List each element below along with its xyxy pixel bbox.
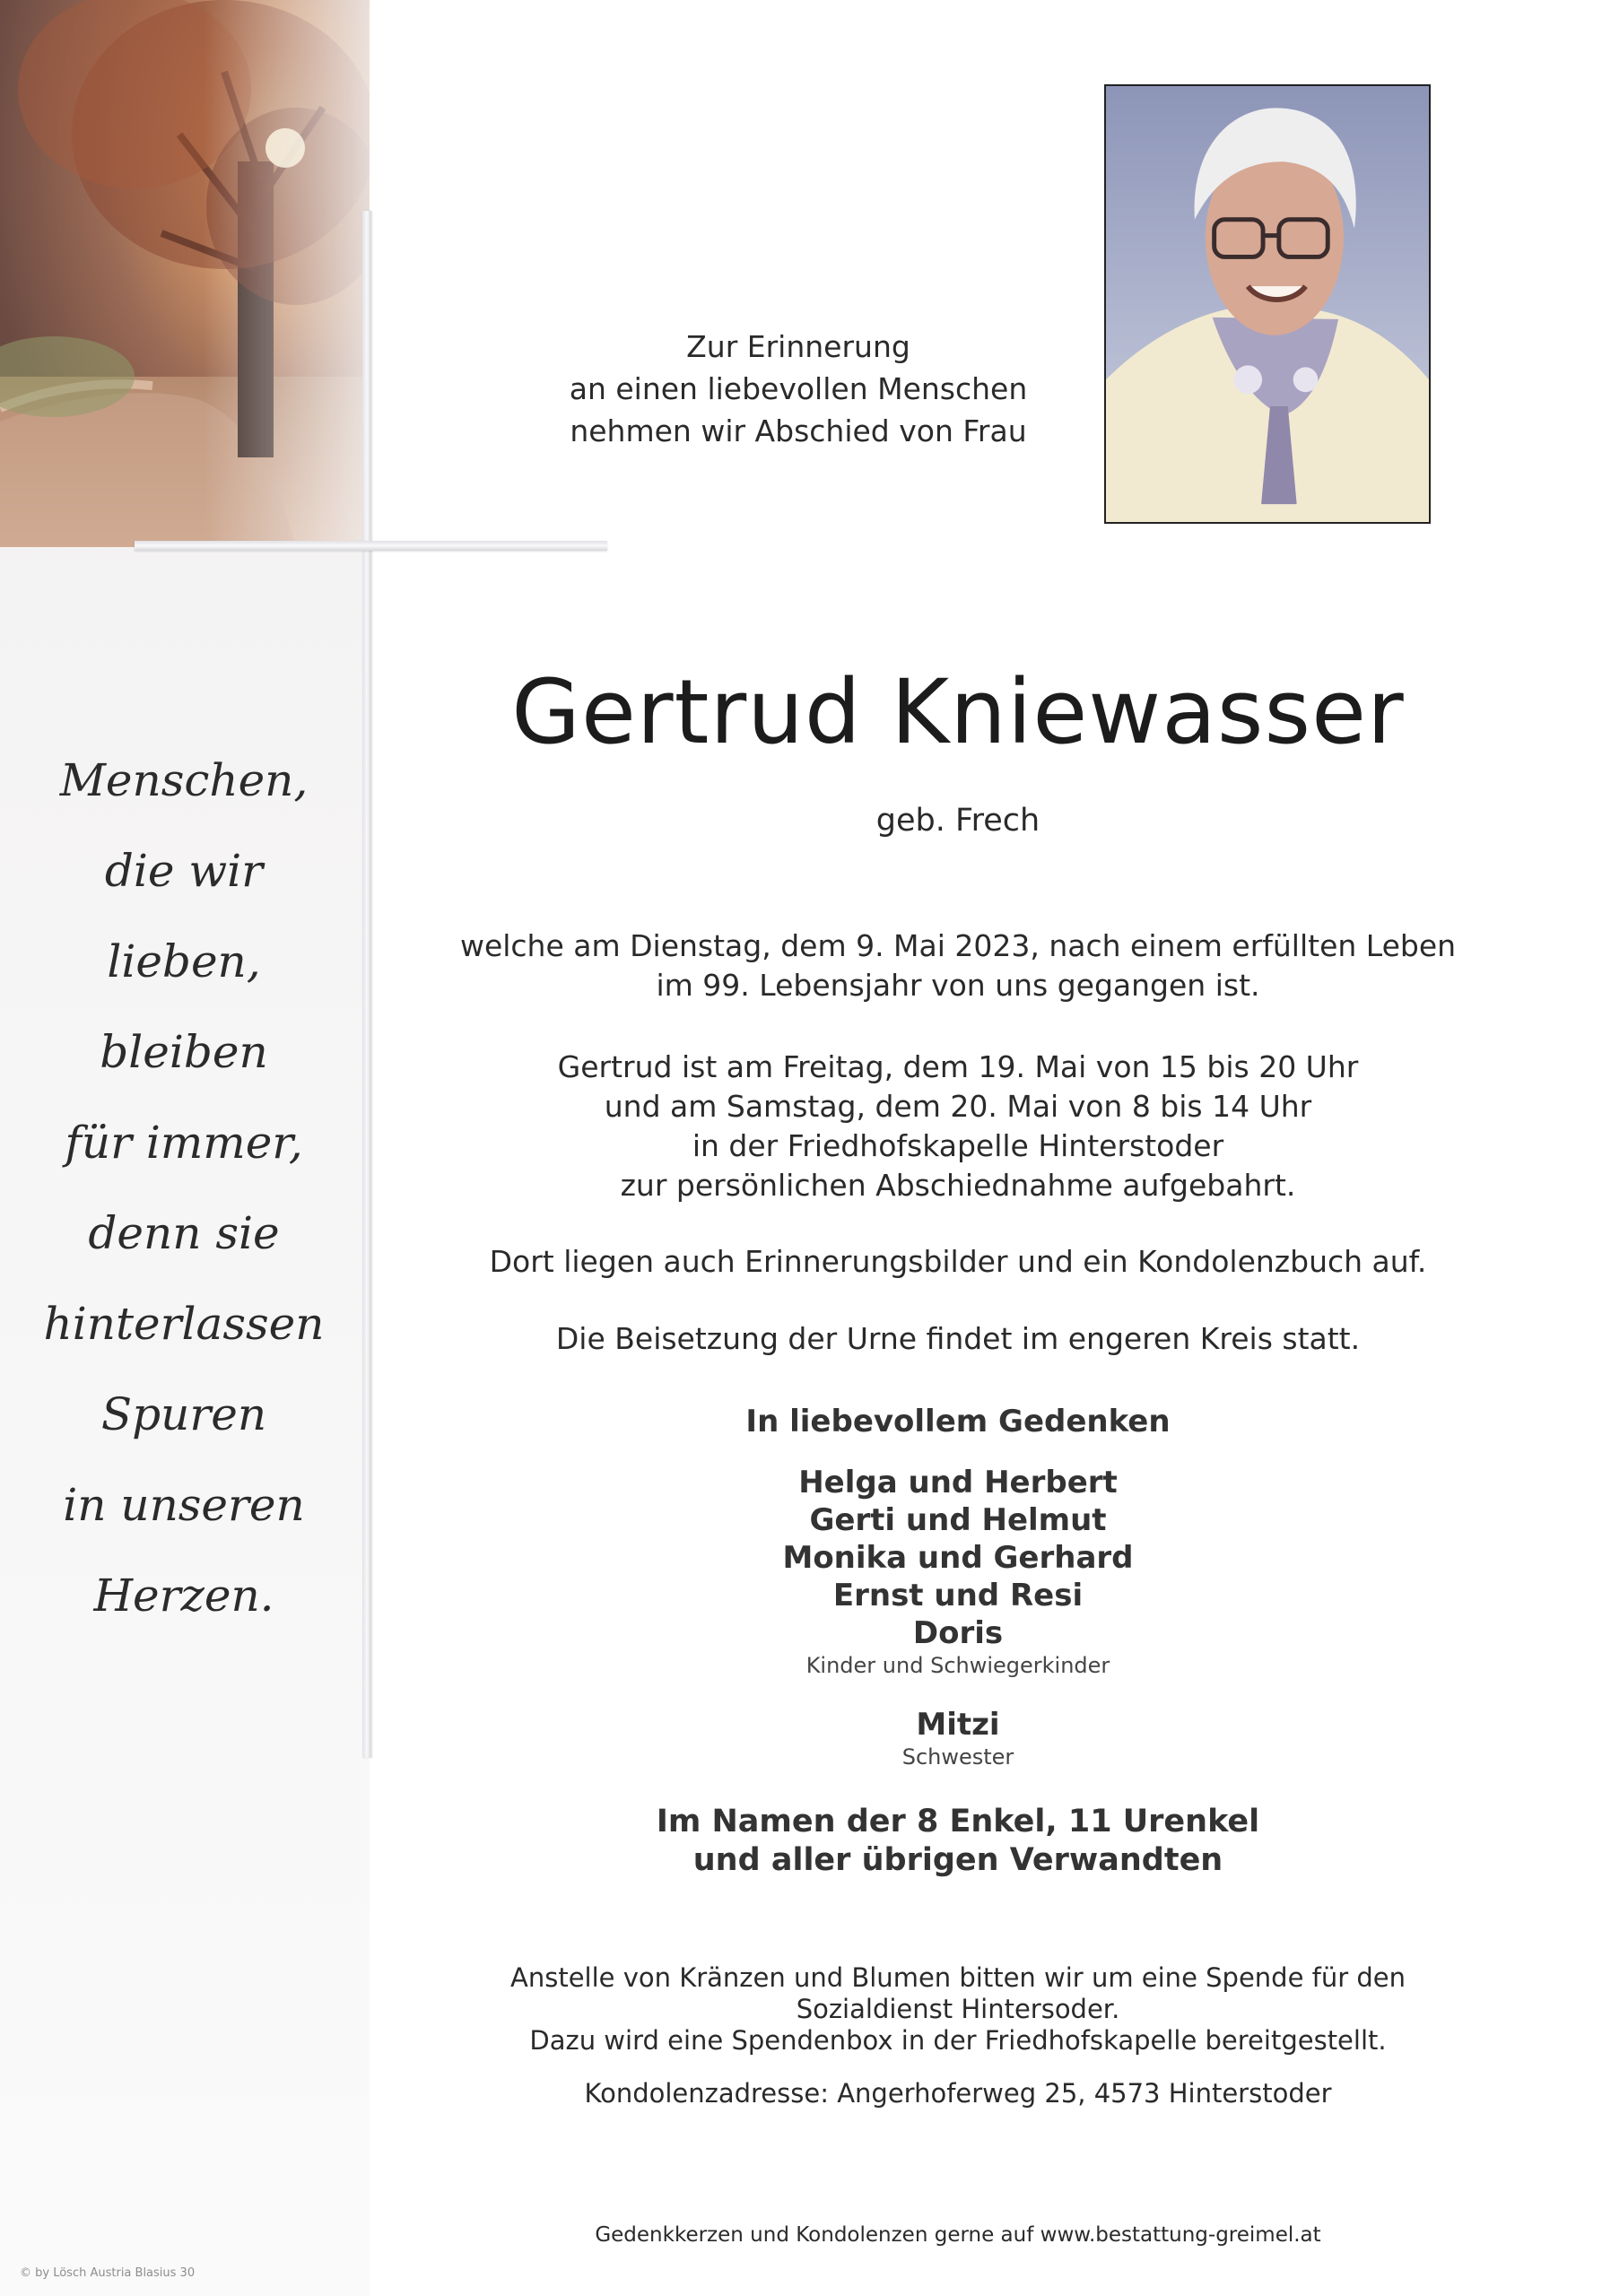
text-line: Sozialdienst Hintersoder. [796, 1994, 1120, 2024]
text-line: Gertrud ist am Freitag, dem 19. Mai von 15 bis 20 Uhr [557, 1049, 1359, 1084]
poem-line: bleiben [100, 1026, 268, 1078]
cross-vertical-bar [362, 211, 371, 1758]
text-line: in der Friedhofskapelle Hinterstoder [692, 1128, 1224, 1163]
mourner-name: Helga und Herbert [798, 1465, 1118, 1500]
burial-info: Die Beisetzung der Urne findet im engeren Kreis statt. [555, 1321, 1361, 1356]
poem-line: Herzen. [93, 1570, 274, 1622]
cross-horizontal-bar [135, 541, 607, 551]
relation-label: Schwester [901, 1744, 1014, 1770]
mourner-name: Monika und Gerhard [782, 1540, 1134, 1576]
grandchildren-line [422, 1803, 1494, 1880]
poem-line: lieben, [107, 935, 261, 987]
mourners-heading: In liebevollem Gedenken [745, 1404, 1171, 1439]
text-line: Dazu wird eine Spendenbox in der Friedhofskapelle bereitgestellt. [529, 2025, 1387, 2056]
intro-text [484, 326, 1112, 452]
poem-line: hinterlassen [43, 1298, 325, 1350]
condolence-address: Kondolenzadresse: Angerhoferweg 25, 4573 Hinterstoder [584, 2078, 1332, 2109]
condolence-book-info: Dort liegen auch Erinnerungsbilder und ein Kondolenzbuch auf. [489, 1244, 1427, 1279]
deceased-name: Gertrud Kniewasser [511, 661, 1405, 764]
donation-request [422, 1962, 1494, 2057]
text-line: Im Namen der 8 Enkel, 11 Urenkel [656, 1804, 1260, 1839]
portrait-photo [1104, 84, 1431, 524]
text-line: und am Samstag, dem 20. Mai von 8 bis 14 Uhr [604, 1089, 1312, 1124]
relation-label: Kinder und Schwiegerkinder [805, 1653, 1110, 1678]
poem [27, 735, 341, 1641]
poem-line: Spuren [100, 1388, 267, 1440]
text-line: im 99. Lebensjahr von uns gegangen ist. [656, 968, 1260, 1003]
text-line: welche am Dienstag, dem 9. Mai 2023, nach einem erfüllten Leben [459, 928, 1457, 963]
mourner-name: Gerti und Helmut [809, 1502, 1107, 1538]
mourner-name: Mitzi [916, 1707, 1000, 1743]
autumn-tree-photo [0, 0, 370, 547]
poem-line: in unseren [63, 1479, 305, 1531]
intro-line: an einen liebevollen Menschen [569, 371, 1028, 406]
poem-line: für immer, [65, 1117, 303, 1169]
viewing-info [422, 1048, 1494, 1205]
maiden-name: geb. Frech [875, 803, 1040, 839]
copyright-note: © by Lösch Austria Blasius 30 [20, 2266, 196, 2280]
text-line: zur persönlichen Abschiednahme aufgebahrt. [620, 1168, 1296, 1203]
intro-line: nehmen wir Abschied von Frau [570, 413, 1027, 448]
text-line: Anstelle von Kränzen und Blumen bitten wir um eine Spende für den [510, 1962, 1406, 1993]
mourner-name: Doris [912, 1615, 1004, 1651]
poem-line: Menschen, [59, 754, 309, 806]
death-notice [422, 926, 1494, 1005]
text-line: und aller übrigen Verwandten [692, 1842, 1223, 1878]
intro-line: Zur Erinnerung [686, 329, 910, 364]
footer-website: Gedenkkerzen und Kondolenzen gerne auf www.bestattung-greimel.at [595, 2223, 1321, 2247]
poem-line: die wir [104, 845, 264, 897]
mourner-name: Ernst und Resi [832, 1578, 1084, 1613]
mourners-list [422, 1464, 1494, 1770]
poem-line: denn sie [88, 1207, 280, 1259]
